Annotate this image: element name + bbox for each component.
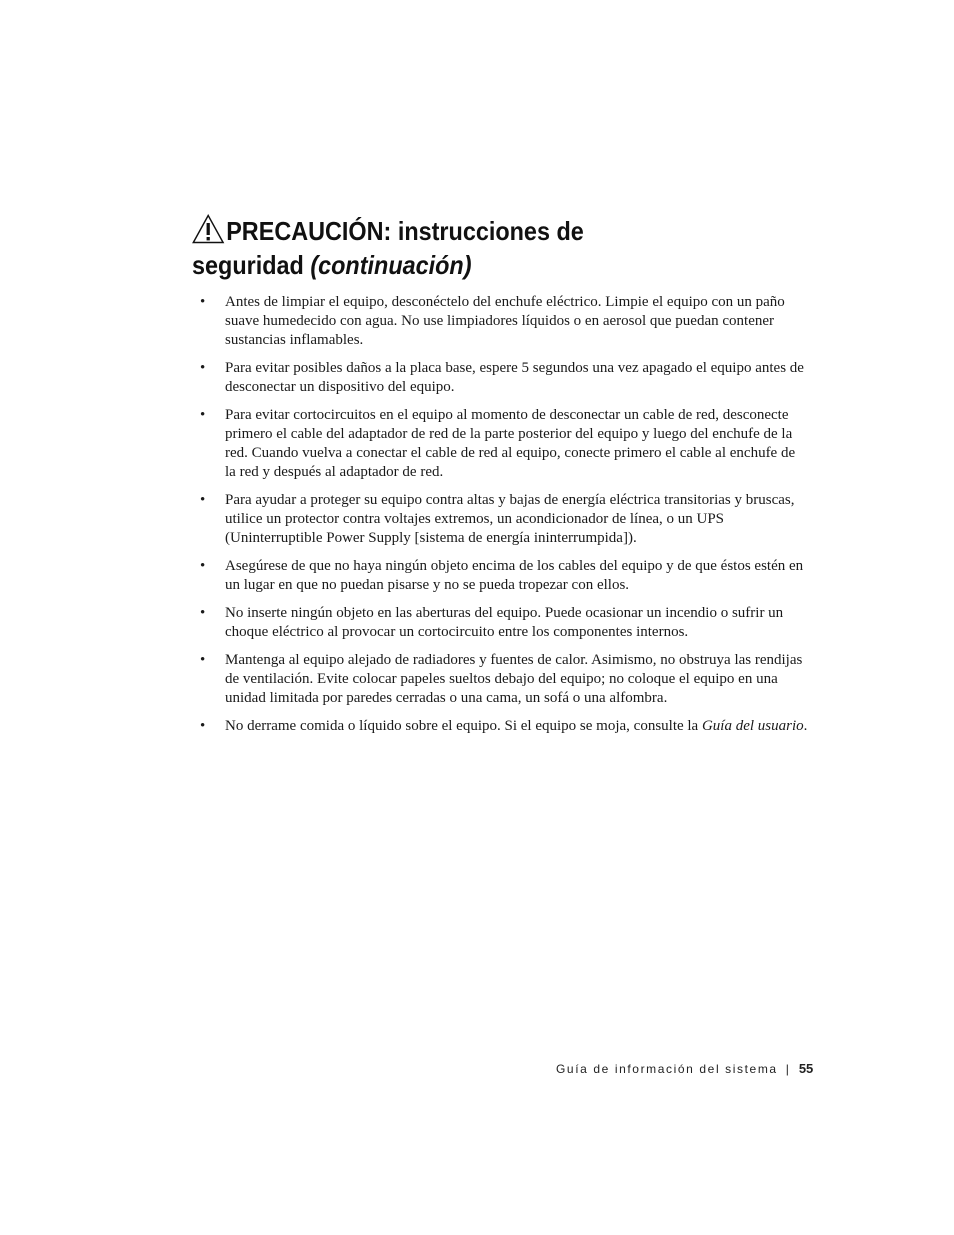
bullet-text-tail: . [803, 718, 808, 734]
heading-continuation: (continuación) [310, 250, 472, 280]
bullet-text: Para ayudar a proteger su equipo contra altas y bajas de energía eléctrica transitorias y bruscas, utilice un protector contra voltajes extremos, un acondicionador de línea, o un UPS (Uninterruptible Power Supply [sistema de energía ininterrumpida]). [225, 492, 795, 546]
page-footer [556, 1061, 813, 1076]
list-item [198, 717, 808, 736]
heading-line2: seguridad [192, 250, 304, 280]
footer-title: Guía de información del sistema [556, 1062, 778, 1076]
bullet-icon: • [200, 407, 206, 423]
warning-triangle-icon [192, 214, 224, 250]
bullet-text: No derrame comida o líquido sobre el equipo. Si el equipo se moja, consulte la [225, 718, 702, 734]
bullet-text: No inserte ningún objeto en las aberturas del equipo. Puede ocasionar un incendio o sufrir un choque eléctrico al provocar un cortocircuito entre los componentes internos. [225, 605, 784, 640]
list-item [198, 651, 808, 708]
bullet-icon: • [200, 605, 206, 621]
bullet-icon: • [200, 360, 206, 376]
bullet-icon: • [200, 718, 206, 734]
bullet-text: Asegúrese de que no haya ningún objeto encima de los cables del equipo y de que éstos estén en un lugar en que no puedan pisarse y no se pueda tropezar con ellos. [225, 558, 804, 593]
list-item [198, 293, 808, 350]
bullet-icon: • [200, 652, 206, 668]
list-item [198, 557, 808, 595]
safety-bullet-list [198, 293, 808, 745]
list-item [198, 406, 808, 482]
list-item [198, 359, 808, 397]
list-item [198, 491, 808, 548]
section-heading [192, 214, 750, 280]
bullet-icon: • [200, 294, 206, 310]
footer-separator: | [785, 1062, 789, 1076]
guide-reference: Guía del usuario [701, 718, 804, 734]
page-number: 55 [798, 1061, 814, 1076]
bullet-text: Para evitar cortocircuitos en el equipo al momento de desconectar un cable de red, desconecte primero el cable del adaptador de red de la parte posterior del equipo y luego del enchufe de la red. Cuando vuelva a conectar el cable de red al equipo, conecte primero el cable al enchufe de la red y después al adaptador de red. [225, 407, 796, 480]
bullet-text: Mantenga al equipo alejado de radiadores y fuentes de calor. Asimismo, no obstruya las rendijas de ventilación. Evite colocar papeles sueltos debajo del equipo; no coloque el equipo en una unidad limitada por paredes cerradas o una cama, un sofá o una alfombra. [225, 652, 803, 706]
bullet-text: Antes de limpiar el equipo, desconéctelo del enchufe eléctrico. Limpie el equipo con un paño suave humedecido con agua. No use limpiadores líquidos o en aerosol que puedan contener sustancias inflamables. [225, 294, 785, 348]
bullet-text: Para evitar posibles daños a la placa base, espere 5 segundos una vez apagado el equipo antes de desconectar un dispositivo del equipo. [225, 360, 804, 395]
bullet-icon: • [200, 558, 206, 574]
list-item [198, 604, 808, 642]
bullet-icon: • [200, 492, 206, 508]
heading-line1-rest: instrucciones de [397, 216, 584, 246]
heading-label: PRECAUCIÓN: [226, 216, 392, 246]
